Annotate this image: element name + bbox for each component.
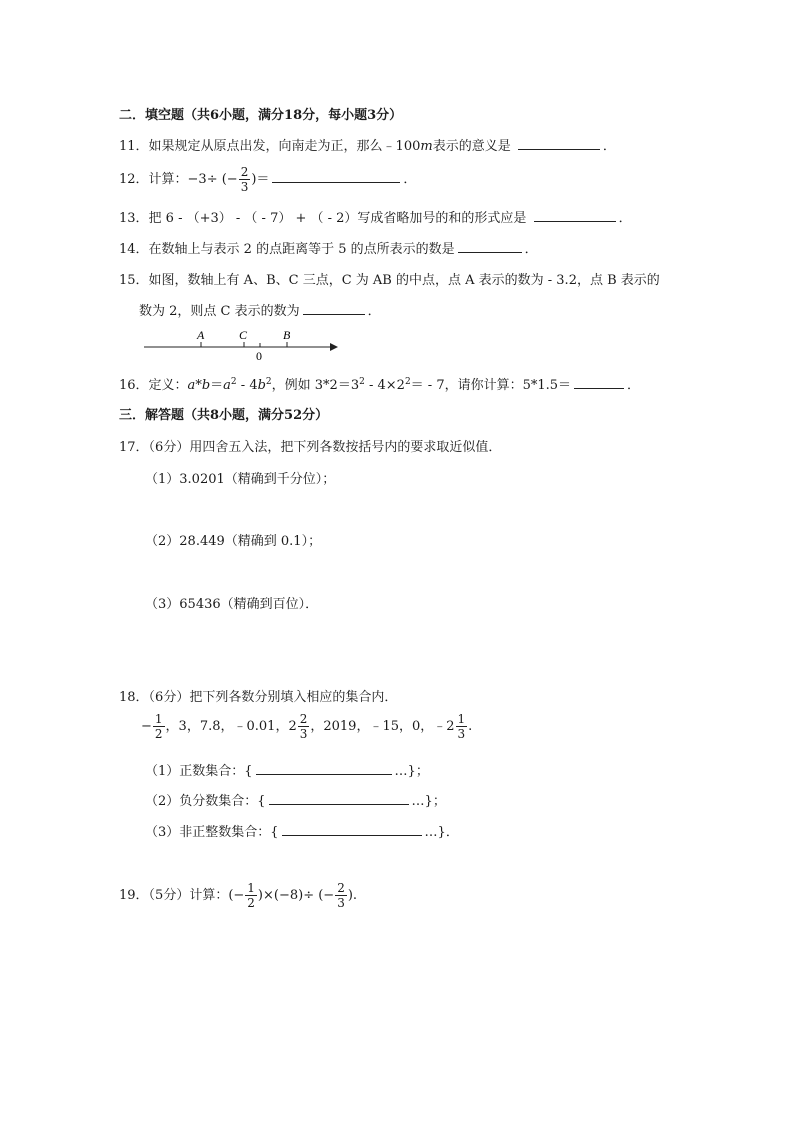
answer-blank[interactable] [282, 822, 422, 836]
question-14: 14．在数轴上与表示 2 的点距离等于 5 的点所表示的数是 ． [119, 238, 538, 257]
section-heading-fill-in: 二．填空题（共6小题，满分18分，每小题3分） [119, 108, 403, 123]
answer-blank[interactable] [518, 136, 600, 150]
q16-p3: - 4 [236, 378, 258, 393]
q16-star: * [195, 378, 202, 393]
question-15-line1: 15．如图，数轴上有 A、B、C 三点，C 为 AB 的中点，点 A 表示的数为 - 3.2，点 B 表示的 [119, 273, 660, 288]
set-negative-fraction [145, 790, 446, 809]
set-label: （3）非正整数集合：{ [145, 825, 279, 840]
question-17-item-1: （1）3.0201（精确到千分位）； [145, 472, 336, 487]
question-12: 12．计算：−3÷ (− $\frac{2}{3}$ )＝ ． [119, 165, 417, 194]
set-tail: …}； [394, 764, 429, 779]
question-19 [119, 882, 357, 909]
fraction [153, 713, 165, 740]
frac-num: 1 [457, 712, 466, 726]
question-18-title: 18．（6分）把下列各数分别填入相应的集合内． [119, 690, 398, 705]
q15-line2-text: 数为 2，则点 C 表示的数为 [139, 304, 300, 319]
answer-blank[interactable] [534, 208, 616, 222]
fraction [239, 166, 251, 193]
question-16: 16．定义：$a*b=a^2 - 4b^2$，例如 $3*2=3^2 - 4\times 2^2= - 7$，请你计算：5*1.5＝ ． [119, 377, 641, 393]
frac-num: 1 [154, 712, 163, 726]
question-18-numbers [141, 713, 472, 740]
fraction [298, 713, 310, 740]
frac-num: 1 [247, 881, 255, 895]
answer-blank[interactable] [269, 791, 409, 805]
q18-mid: ，3，7.8，﹣0.01，2 [165, 719, 297, 734]
q16-a2: a [223, 378, 231, 393]
frac-den: 3 [337, 896, 345, 910]
q16-exp2: 2 [265, 377, 272, 387]
frac-num: 2 [240, 165, 249, 179]
q16-exp3: 2 [359, 377, 365, 387]
q12-prefix: 12．计算：−3÷ (− [119, 172, 238, 187]
question-17-item-3: （3）65436（精确到百位）． [145, 597, 319, 612]
set-non-positive-integer [145, 821, 459, 840]
frac-den: 2 [247, 896, 255, 910]
q12-suffix: )＝ [251, 172, 270, 187]
question-13: 13．把 6 - （+3） - （ - 7） + （ - 2）写成省略加号的和的形式应是 ． [119, 207, 632, 226]
frac-den: 3 [240, 180, 249, 194]
fraction [245, 882, 257, 909]
q18-sign: − [141, 719, 152, 734]
label-b: B [283, 328, 291, 342]
set-positive [145, 760, 429, 779]
q11-var: m [420, 139, 433, 154]
fraction [456, 713, 468, 740]
set-tail: …}； [411, 794, 446, 809]
q13-text: 13．把 6 - （+3） - （ - 7） + （ - 2）写成省略加号的和的形式应是 [119, 211, 527, 226]
set-label: （2）负分数集合：{ [145, 794, 266, 809]
label-c: C [239, 328, 248, 342]
section-heading-solve: 三．解答题（共8小题，满分52分） [119, 408, 329, 423]
number-line-figure [140, 325, 345, 365]
answer-blank[interactable] [574, 375, 624, 389]
q16-p1: 16．定义： [119, 378, 188, 393]
q11-text: 11．如果规定从原点出发，向南走为正，那么﹣100 [119, 139, 421, 154]
q16-a: a [187, 378, 196, 393]
frac-den: 3 [457, 727, 466, 741]
fraction [335, 882, 347, 909]
question-17-item-2: （2）28.449（精确到 0.1）； [145, 534, 322, 549]
q19-end: ). [347, 888, 358, 903]
set-label: （1）正数集合：{ [145, 764, 253, 779]
q16-exp1: 2 [230, 377, 237, 387]
frac-num: 2 [337, 881, 345, 895]
label-zero: 0 [256, 349, 262, 363]
q16-p5: - 4×2 [364, 378, 405, 393]
question-11: 11．如果规定从原点出发，向南走为正，那么﹣100m表示的意义是 ． [119, 135, 616, 154]
q19-prefix: 19．（5分）计算：(− [119, 888, 245, 903]
q16-p6: ＝ - 7，请你计算：5*1.5＝ [410, 378, 572, 393]
answer-blank[interactable] [458, 239, 522, 253]
answer-blank[interactable] [272, 169, 400, 183]
label-a: A [197, 328, 205, 342]
q16-p4: ，例如 3*2＝3 [271, 378, 360, 393]
q16-exp4: 2 [404, 377, 411, 387]
frac-den: 2 [154, 727, 163, 741]
question-15-line2: 数为 2，则点 C 表示的数为 ． [139, 300, 381, 319]
q16-b2: b [257, 378, 266, 393]
q19-mid: )×(−8)÷ (− [257, 888, 335, 903]
frac-num: 2 [299, 712, 308, 726]
arrow-icon [330, 343, 338, 351]
q18-end: . [468, 719, 473, 734]
question-17-title: 17．（6分）用四舍五入法，把下列各数按括号内的要求取近似值． [119, 440, 502, 455]
q16-b: b [201, 378, 211, 393]
set-tail: …}． [424, 825, 459, 840]
answer-blank[interactable] [303, 301, 365, 315]
q14-text: 14．在数轴上与表示 2 的点距离等于 5 的点所表示的数是 [119, 242, 455, 257]
answer-blank[interactable] [256, 761, 392, 775]
q16-p2: ＝ [210, 378, 224, 393]
q18-mid2: ，2019，﹣15，0，﹣2 [310, 719, 455, 734]
frac-den: 3 [299, 727, 308, 741]
q11-text2: 表示的意义是 [432, 139, 511, 154]
